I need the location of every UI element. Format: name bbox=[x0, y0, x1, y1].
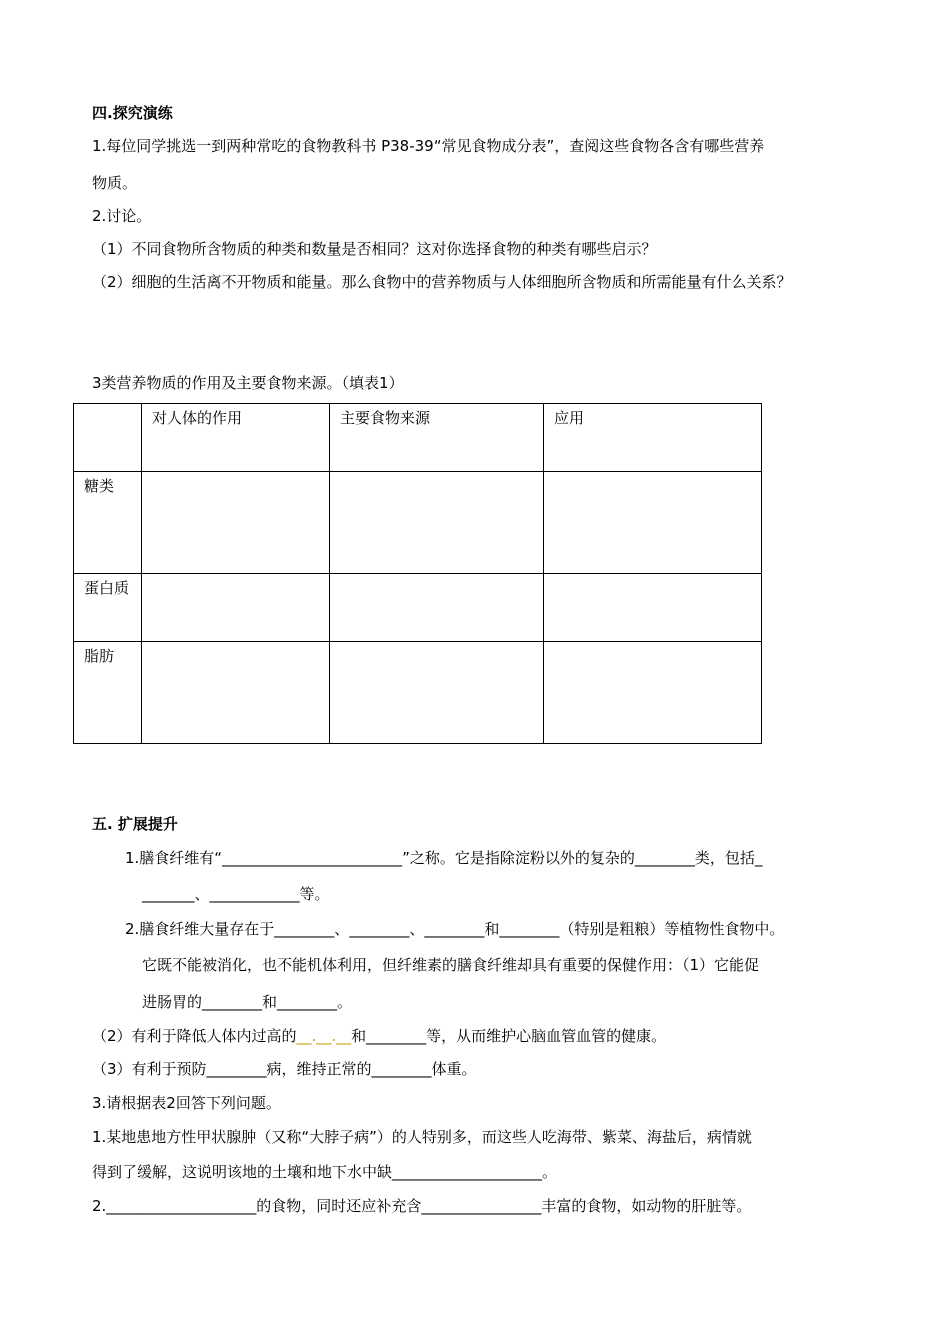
section-5-line-8: 3.请根据表2回答下列问题。 bbox=[92, 1094, 281, 1112]
table-header-cell: 应用 bbox=[544, 404, 762, 472]
section-5-line-2: _______、____________等。 bbox=[142, 885, 330, 903]
section-5-line-11: 2.____________________的食物，同时还应补充含________________丰富的食物，如动物的肝脏等。 bbox=[92, 1197, 752, 1215]
section-5-title: 五. 扩展提升 bbox=[92, 815, 178, 833]
table-header-cell bbox=[74, 404, 142, 472]
line-6-text-c: 和________等，从而维护心脑血管血管的健康。 bbox=[351, 1027, 667, 1045]
section-5-line-6 bbox=[92, 1026, 666, 1046]
section-5-line-5: 进肠胃的________和________。 bbox=[142, 993, 353, 1011]
question-3: 3类营养物质的作用及主要食物来源。（填表1） bbox=[92, 374, 404, 392]
question-1-line-1: 1.每位同学挑选一到两种常吃的食物教科书 P38-39“常见食物成分表”，查阅这些食物各含有哪些营养 bbox=[92, 137, 765, 155]
nutrient-table bbox=[73, 403, 762, 744]
section-5-line-9: 1.某地患地方性甲状腺肿（又称“大脖子病”）的人特别多，而这些人吃海带、紫菜、海盐后，病情就 bbox=[92, 1128, 752, 1146]
section-5-line-7: （3）有利于预防________病，维持正常的________体重。 bbox=[92, 1060, 477, 1078]
question-1-line-2: 物质。 bbox=[92, 174, 138, 192]
table-header-cell: 对人体的作用 bbox=[142, 404, 330, 472]
table-cell bbox=[142, 472, 330, 574]
question-2: 2.讨论。 bbox=[92, 207, 152, 225]
question-2-2: （2）细胞的生活离不开物质和能量。那么食物中的营养物质与人体细胞所含物质和所需能量有什么关系？ bbox=[92, 273, 792, 291]
table-cell bbox=[330, 574, 544, 642]
table-header-row bbox=[74, 404, 762, 472]
table-cell bbox=[544, 642, 762, 744]
table-header-cell: 主要食物来源 bbox=[330, 404, 544, 472]
row-label-cell: 脂肪 bbox=[74, 642, 142, 744]
table-cell bbox=[142, 574, 330, 642]
table-cell bbox=[330, 642, 544, 744]
section-4-title: 四.探究演练 bbox=[92, 104, 173, 122]
question-2-1: （1）不同食物所含物质的种类和数量是否相同？这对你选择食物的种类有哪些启示？ bbox=[92, 240, 657, 258]
section-5-line-1: 1.膳食纤维有“________________________”之称。它是指除淀粉以外的复杂的________类，包括_ bbox=[125, 849, 763, 867]
table-row bbox=[74, 574, 762, 642]
section-5-line-4: 它既不能被消化，也不能机体利用，但纤维素的膳食纤维却具有重要的保健作用：（1）它能促 bbox=[142, 956, 760, 974]
table-row bbox=[74, 642, 762, 744]
section-5-line-3: 2.膳食纤维大量存在于________、________、________和________（特别是粗粮）等植物性食物中。 bbox=[125, 920, 785, 938]
section-5-line-10: 得到了缓解，这说明该地的土壤和地下水中缺____________________。 bbox=[92, 1163, 558, 1181]
table-cell bbox=[330, 472, 544, 574]
table-cell bbox=[544, 574, 762, 642]
table-row bbox=[74, 472, 762, 574]
table-cell bbox=[142, 642, 330, 744]
line-6-blank: __.__.__ bbox=[296, 1027, 352, 1045]
line-6-text-a: （2）有利于降低人体内过高的 bbox=[92, 1027, 297, 1045]
row-label-cell: 糖类 bbox=[74, 472, 142, 574]
row-label-cell: 蛋白质 bbox=[74, 574, 142, 642]
table-cell bbox=[544, 472, 762, 574]
